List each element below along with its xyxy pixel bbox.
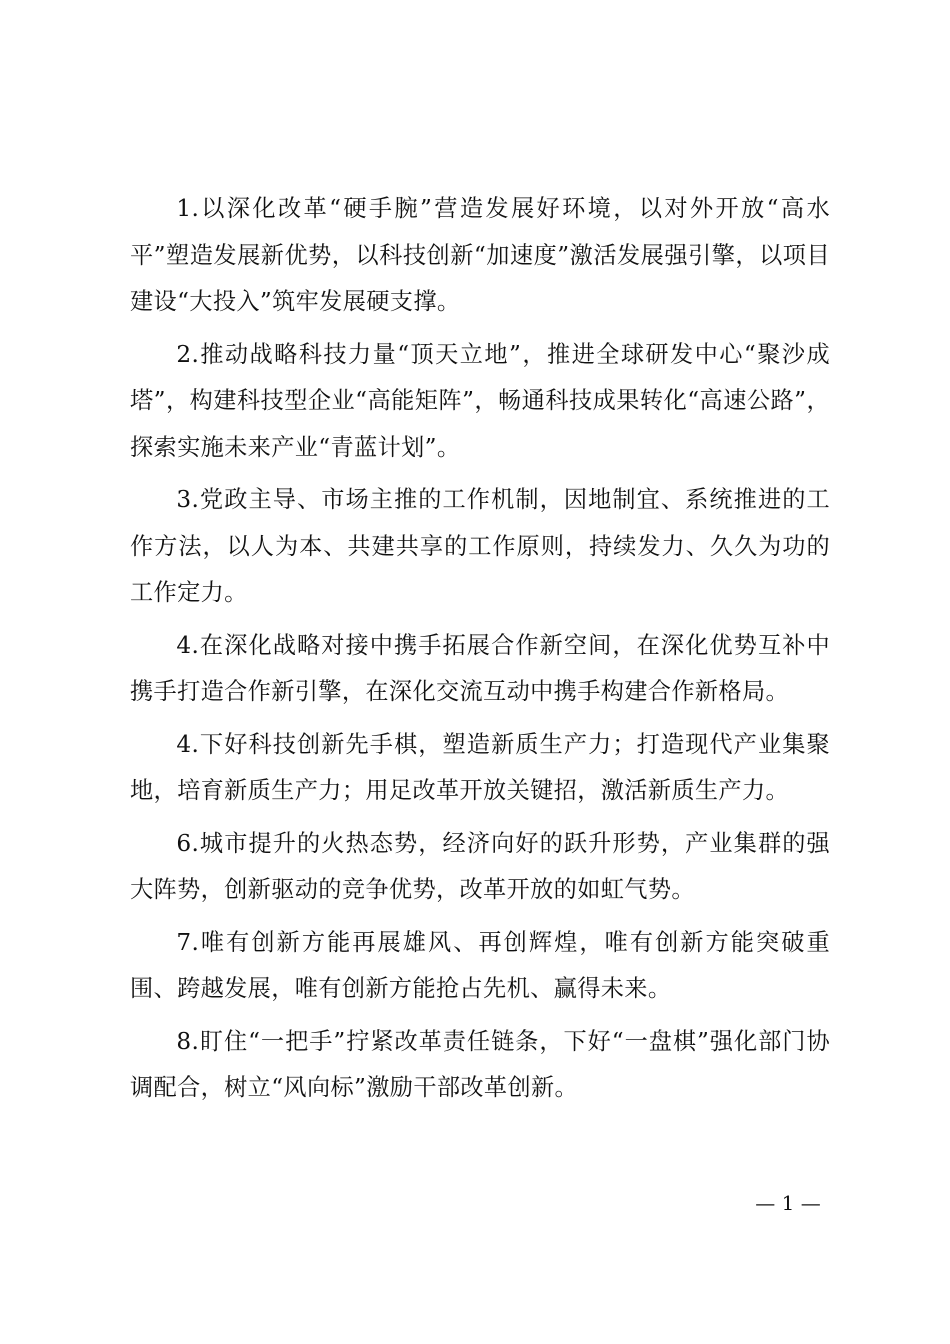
paragraph-4: 4.在深化战略对接中携手拓展合作新空间，在深化优势互补中携手打造合作新引擎，在深化交流互动中携手构建合作新格局。	[130, 631, 830, 705]
paragraph-3: 3.党政主导、市场主推的工作机制，因地制宜、系统推进的工作方法，以人为本、共建共享的工作原则，持续发力、久久为功的工作定力。	[130, 486, 830, 606]
paragraph-6: 6.城市提升的火热态势，经济向好的跃升形势，产业集群的强大阵势，创新驱动的竞争优势，改革开放的如虹气势。	[130, 829, 830, 903]
paragraph-5: 4.下好科技创新先手棋，塑造新质生产力；打造现代产业集聚地，培育新质生产力；用足改革开放关键招，激活新质生产力。	[130, 730, 830, 804]
document-body	[130, 186, 830, 1118]
paragraph-8: 8.盯住“一把手”拧紧改革责任链条，下好“一盘棋”强化部门协调配合，树立“风向标”激励干部改革创新。	[130, 1027, 830, 1101]
paragraph-1: 1.以深化改革“硬手腕”营造发展好环境，以对外开放“高水平”塑造发展新优势，以科技创新“加速度”激活发展强引擎，以项目建设“大投入”筑牢发展硬支撑。	[130, 195, 830, 315]
paragraph-2: 2.推动战略科技力量“顶天立地”，推进全球研发中心“聚沙成塔”，构建科技型企业“高能矩阵”，畅通科技成果转化“高速公路”，探索实施未来产业“青蓝计划”。	[130, 340, 830, 461]
paragraph-7: 7.唯有创新方能再展雄风、再创辉煌，唯有创新方能突破重围、跨越发展，唯有创新方能抢占先机、赢得未来。	[130, 928, 830, 1002]
page-number: — 1 —	[755, 1191, 821, 1215]
